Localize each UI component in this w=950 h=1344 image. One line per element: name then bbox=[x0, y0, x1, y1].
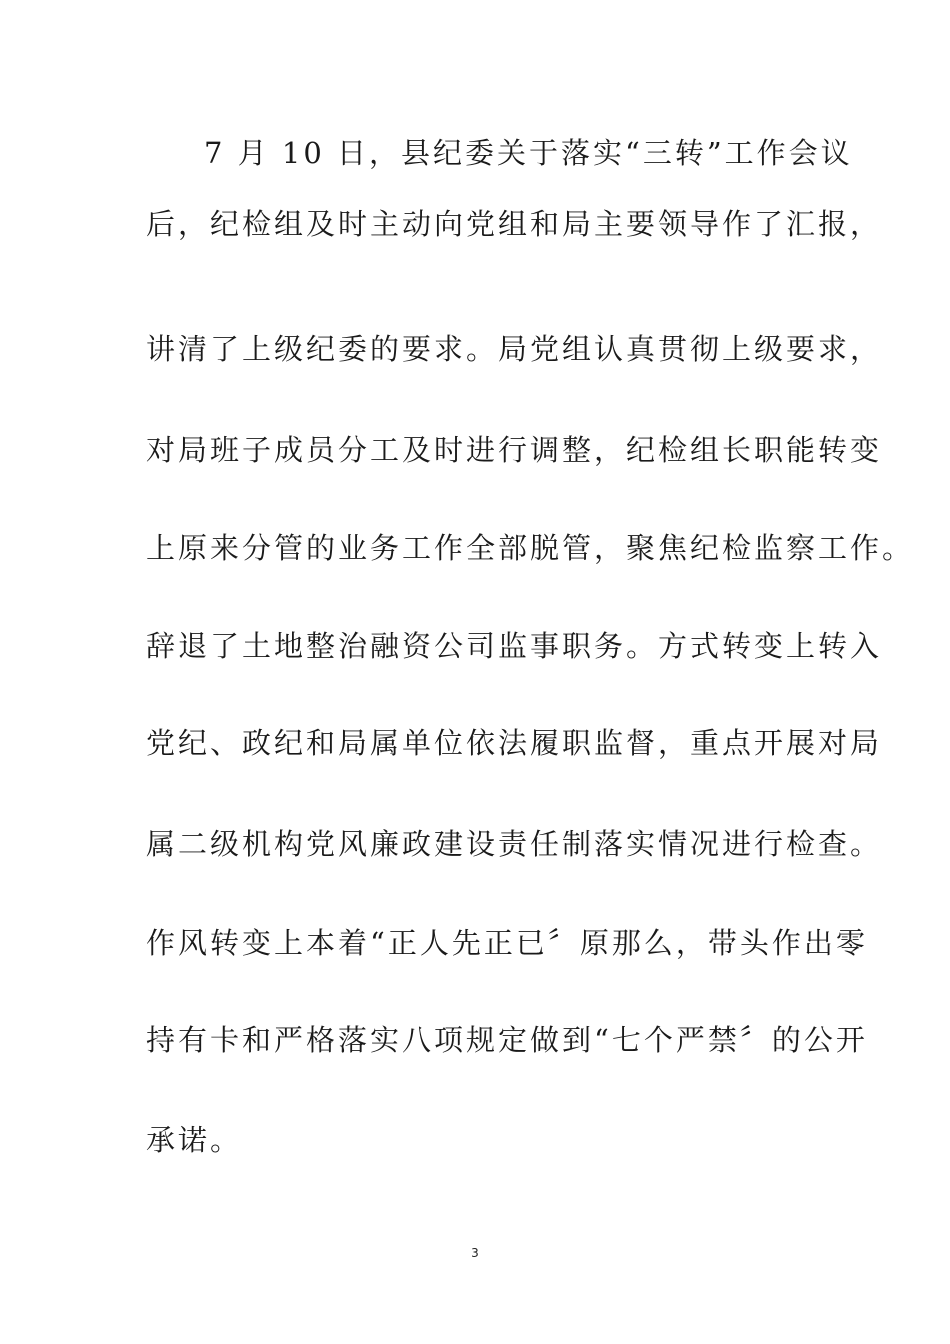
paragraph-line-7: 党纪、政纪和局属单位依法履职监督，重点开展对局 bbox=[146, 726, 883, 760]
paragraph-line-1: 7 月 10 日，县纪委关于落实“三转”工作会议 bbox=[204, 136, 853, 170]
paragraph-line-2: 后，纪检组及时主动向党组和局主要领导作了汇报， bbox=[146, 207, 883, 241]
page-number: 3 bbox=[471, 1246, 479, 1260]
paragraph-line-11: 承诺。 bbox=[146, 1123, 243, 1157]
paragraph-line-3: 讲清了上级纪委的要求。局党组认真贯彻上级要求， bbox=[146, 332, 883, 366]
paragraph-line-6: 辞退了土地整治融资公司监事职务。方式转变上转入 bbox=[146, 629, 883, 663]
paragraph-line-4: 对局班子成员分工及时进行调整，纪检组长职能转变 bbox=[146, 433, 883, 467]
paragraph-line-9: 作风转变上本着“正人先正已〞原那么，带头作出零 bbox=[146, 926, 868, 960]
paragraph-line-8: 属二级机构党风廉政建设责任制落实情况进行检查。 bbox=[146, 827, 883, 861]
paragraph-line-10: 持有卡和严格落实八项规定做到“七个严禁〞的公开 bbox=[146, 1023, 868, 1057]
paragraph-line-5: 上原来分管的业务工作全部脱管，聚焦纪检监察工作。 bbox=[146, 531, 915, 565]
